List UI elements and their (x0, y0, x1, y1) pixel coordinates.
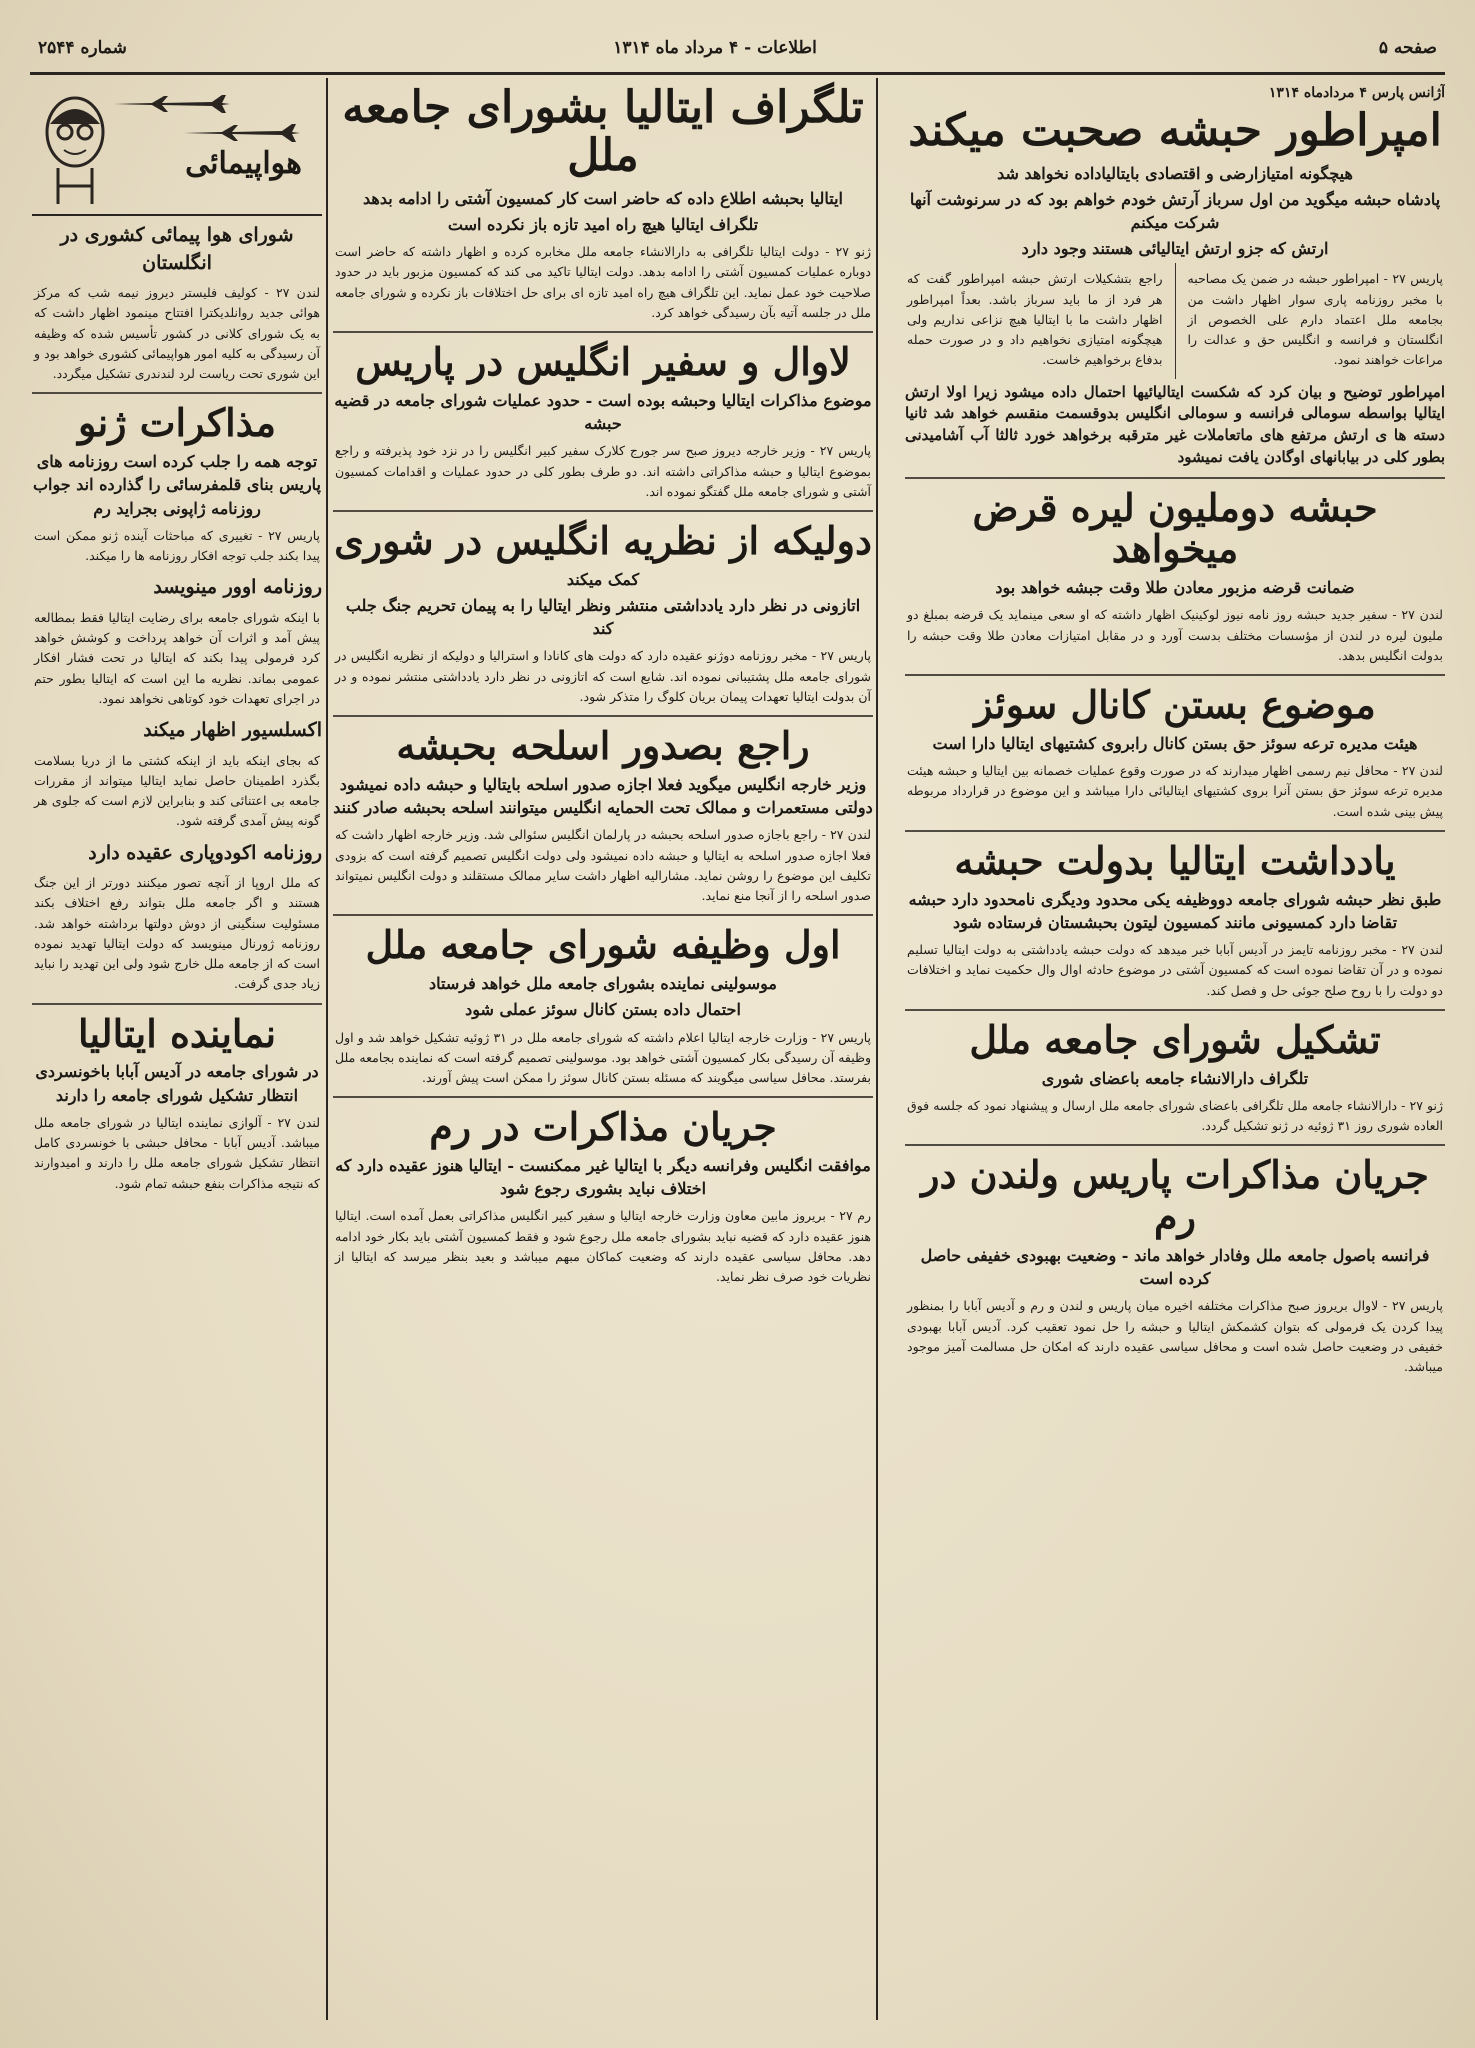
article-pull-quote: امپراطور توضیح و بیان کرد که شکست ایتالیائیها احتمال داده میشود زیرا اولا ارتش ایتالیا بواسطه سومالی فرانسه و سومالی انگلیس بدوقسمت منقسم خواهد شد ثانیا دسته ها ی ارتش مرتفع های ماتعاملات غیر مترقبه برخواهد خورد ثالثا آب آشامیدنی بطور کلی در بیابانهای اوگادن یافت نمیشود (905, 382, 1445, 466)
article-body: که بجای اینکه باید از اینکه کشتی ما از دریا بسلامت بگذرد اطمینان حاصل نماید ایتالیا میتواند از مقررات جامعه بی اعتنائی کند و بنابراین لازم است که جلوی هر گونه پیش آمدی گرفته شود. (34, 752, 320, 829)
article-body: لندن ۲۷ - مخبر روزنامه تایمز در آدیس آبابا خبر میدهد که دولت حبشه یادداشتی به دولت ایتالیا تسلیم نموده و در آن تقاضا نموده است که کمسیون آشتی در موضوع حادثه اوال وال حکمیت نماید و اختلافات دو دولت را با روح صلح جوئی حل و فصل کند. (907, 942, 1444, 998)
article-body: پاریس ۲۷ - وزارت خارجه ایتالیا اعلام داشته که شورای جامعه ملل در ۳۱ ژوئیه تشکیل خواهد شد و اول وظیفه آن رسیدگی بکار کمسیون آشتی خواهد بود. موسولینی تصمیم گرفته است که نماینده بجامعه ملل بفرستد. محافل سیاسی میگویند که مسئله بستن کانال سوئز را ممکن است پیش آورند. (335, 1029, 871, 1086)
article-body: که ملل اروپا از آنچه تصور میکنند دورتر از این جنگ هستند و اگر جامعه ملل بتواند رفع اختلاف بکند مسئولیت سنگینی از دوش دولتها برداشته خواهد شد. روزنامه ژورنال مینویسد که دولت ایتالیا تهدید نموده است که از جامعه ملل خارج شود ولی این تهدید را نباید زیاد جدی گرفت. (34, 875, 320, 992)
article-body: ژنو ۲۷ - دارالانشاء جامعه ملل تلگرافی باعضای شورای جامعه ملل ارسال و پیشنهاد نمود که جلسه فوق العاده شوری روز ۳۱ ژوئیه در ژنو تشکیل گردد. (907, 1097, 1443, 1134)
subheadline: فرانسه باصول جامعه ملل وفادار خواهد ماند - وضعیت بهبودی خفیفی حاصل کرده است (920, 1245, 1430, 1289)
headline: یادداشت ایتالیا بدولت حبشه (954, 837, 1396, 883)
column-left (32, 80, 322, 2018)
column-right (905, 80, 1445, 2018)
divider (905, 1009, 1445, 1011)
article-arms (333, 725, 873, 906)
article-body: پاریس ۲۷ - تغییری که مباحثات آینده ژنو ممکن است پیدا بکند جلب توجه افکار روزنامه ها را میکند. (34, 527, 320, 563)
column-divider (326, 78, 328, 2020)
article-council (905, 1016, 1445, 1136)
subheadline: هیئت مدیره ترعه سوئز حق بستن کانال رابروی کشتیهای ایتالیا دارا است (932, 734, 1418, 754)
article-body: لندن ۲۷ - آلوازی نماینده ایتالیا در شورای جامعه ملل میباشد. آدیس آبابا - محافل حبشی با خونسردی کامل انتظار تشکیل شورای جامعه ملل را دارند و امیدوارند که نتیجه مذاکرات بنفع حبشه تمام شود. (34, 1114, 320, 1191)
press-lead: روزنامه اکودوپاری عقیده دارد (88, 841, 322, 864)
page-number: صفحه ۵ (1378, 38, 1437, 58)
subheadline: ضمانت قرضه مزبور معادن طلا وقت جبشه خواهد بود (995, 578, 1355, 598)
subheadline: تلگراف دارالانشاء جامعه باعضای شوری (1041, 1068, 1309, 1088)
article-first-duty (333, 924, 873, 1088)
aviation-section-banner (32, 84, 322, 216)
divider (333, 914, 873, 916)
divider (905, 1144, 1445, 1146)
article-negotiations (905, 1154, 1445, 1377)
agency-dateline: آژانس پارس ۴ مردادماه ۱۳۱۴ (1268, 85, 1445, 101)
headline: راجع بصدور اسلحه بحبشه (396, 723, 810, 769)
divider (333, 1096, 873, 1098)
divider (333, 331, 873, 333)
headline: موضوع بستن کانال سوئز (974, 682, 1376, 728)
headline: تشکیل شورای جامعه ملل (969, 1016, 1381, 1062)
subheadline: در شورای جامعه در آدیس آبابا باخونسردی انتظار تشکیل شورای جامعه را دارند (35, 1062, 319, 1105)
article-body: راجع بتشکیلات ارتش حبشه امپراطور گفت که هر فرد از ما باید سرباز باشد. بعداً امپراطور اظهار داشت ما با ایتالیا هیچ نزاعی نداریم ولی هیچگونه امتیازی نخواهیم داد و در صورت حمله بدفاع برخواهیم خاست. (907, 271, 1163, 368)
article-note (905, 837, 1445, 1001)
headline: نماینده ایتالیا (77, 1010, 277, 1056)
subheadline: ایتالیا بحبشه اطلاع داده که حاضر است کار کمسیون آشتی را ادامه بدهد (362, 188, 843, 208)
article-body: لندن ۲۷ - راجع باجازه صدور اسلحه بحبشه در پارلمان انگلیس سئوالی شد. وزیر خارجه اظهار داشت که فعلا اجازه صدور اسلحه به ایتالیا و حبشه داده نمیشود ولی دولت انگلیس تصمیم گرفته است که بزودی تکلیف این موضوع را روشن نماید. مشارالیه اظهار داشت سایر ممالک مستقلند و دولت انگلیس نمیتواند صدور اسلحه را از آنجا منع نماید. (335, 827, 871, 904)
article-body: ژنو ۲۷ - دولت ایتالیا تلگرافی به دارالانشاء جامعه ملل مخابره کرده و اظهار داشته که حاضر است دوباره عملیات کمسیون آشتی را ادامه بدهد. دولت ایتالیا تاکید می کند که کمسیون مزبور باید در حدود صلاحیت خود عمل نماید. این تلگراف هیچ راه امید تازه ای برای حل اختلافات باز نکرده و شورای جامعه ملل در جلسه آتیه بآن رسیدگی خواهد کرد. (335, 244, 871, 320)
subheadline: توجه همه را جلب کرده است روزنامه های پاریس بنای قلمفرسائی را گذارده اند جواب روزنامه ژاپونی بجراید رم (32, 452, 322, 518)
column-center (333, 80, 873, 2018)
divider (905, 830, 1445, 832)
article-emperor (905, 107, 1445, 468)
article-body: پاریس ۲۷ - لاوال بریروز صبح مذاکرات مختلفه اخیره میان پاریس و لندن و رم و آدیس آبابا را بمنظور پیدا کردن یک فرمولی که بتوان کشمکش ایتالیا و حبشه را حل نمود تعقیب کرد. آدیس آبابا بهبودی خفیفی در وضعیت حاصل شده است و محافل سیاسی عقیده دارند که امکان حل مسالمت آمیز موجود میباشد. (907, 1298, 1443, 1375)
subheadline: اتازونی در نظر دارد یادداشتی منتشر ونظر ایتالیا را به پیمان تحریم جنگ جلب کند (345, 596, 861, 639)
headline: امپراطور حبشه صحبت میکند (908, 105, 1442, 157)
divider (333, 510, 873, 512)
article-body: لندن ۲۷ - کولیف فلیستر دیروز نیمه شب که مرکز هوائی جدید روانلدیکترا افتتاح مینمود اظهار داشت که به یک شورای کلانی در کشور تأسیس شده که وظیفه آن رسیدگی به کلیه امور هواپیمائی کشوری خواهد بود و این شوری تحت ریاست لرد لندندری تشکیل میگردد. (34, 285, 321, 382)
subheadline: کمک میکند (566, 569, 640, 589)
article-body: پاریس ۲۷ - مخبر روزنامه دوژنو عقیده دارد که دولت های کانادا و استرالیا و دولیکه از نظریه انگلیس در شورای جامعه ملل پشتیبانی نموده اند. شایع است که اتازونی در نظر دارد یادداشتی منتشر نموده و در آن بدولت ایتالیا تعهدات پیمان بریان کلوگ را متذکر شود. (335, 648, 871, 704)
subheadline: تلگراف ایتالیا هیچ راه امید تازه باز نکرده است (447, 214, 759, 234)
press-lead: روزنامه اوور مینویسد (153, 576, 322, 599)
article-body: لندن ۲۷ - محافل نیم رسمی اظهار میدارند که در صورت وقوع عملیات خصمانه بین ایتالیا و حبشه هیئت مدیره ترعه سوئز حق بستن آنرا بروی کشتیهای ایتالیائی دارا میباشد و این موضوع در قرارداد مربوطه پیش بینی شده است. (907, 763, 1443, 819)
masthead-rule (30, 72, 1445, 75)
subheadline: طبق نظر حبشه شورای جامعه دووظیفه یکی محدود ودیگری نامحدود دارد حبشه تقاضا دارد کمسیونی مانند کمسیون لیتون بحبشستان فرستاده شود (908, 889, 1442, 932)
divider (905, 477, 1445, 479)
subheadline: موضوع مذاکرات ایتالیا وحبشه بوده است - حدود عملیات شورای جامعه در قضیه حبشه (334, 390, 872, 434)
headline: جریان مذاکرات پاریس ولندن در رم (921, 1152, 1429, 1240)
subheadline: موسولینی نماینده بشورای جامعه ملل خواهد فرستاد (429, 974, 777, 994)
headline: مذاکرات ژنو (77, 400, 277, 446)
subheadline: وزیر خارجه انگلیس میگوید فعلا اجازه صدور اسلحه بایتالیا و حبشه داده نمیشود دولتی مستعمرات و ممالک تحت الحمایه انگلیس میتوانند اسلحه بحبشه صادر کنند (333, 774, 873, 818)
article-body: پاریس ۲۷ - امپراطور حبشه در ضمن یک مصاحبه با مخبر روزنامه پاری سوار اظهار داشت من بجامعه ملل اعتماد دارم علی الخصوص از انگلستان و فرانسه و انگلیس حق و عدالت را مراعات خواهند نمود. (1187, 271, 1443, 368)
section-title: هواپیمائی (185, 146, 302, 181)
article-body: با اینکه شورای جامعه برای رضایت ایتالیا فقط بمطالعه پیش آمد و اثرات آن خواهد پرداخت و کوشش خواهد کرد فرمولی پیدا بکند که ایتالیا در تحت فشار افکار عمومی بماند. نظریه ما این است که ایتالیا بطور حتم در اجرای تعهدات خود کوتاهی نخواهد نمود. (34, 609, 320, 706)
headline: جریان مذاکرات در رم (429, 1104, 777, 1150)
subheadline: احتمال داده بستن کانال سوئز عملی شود (465, 1000, 741, 1020)
article-aviation-council (32, 222, 322, 384)
article-italy-representative (32, 1010, 322, 1194)
headline: دولیکه از نظریه انگلیس در شوری (334, 518, 872, 564)
article-body: رم ۲۷ - بریروز مابین معاون وزارت خارجه ایتالیا و سفیر کبیر انگلیس مذاکراتی بعمل آمده است. ایتالیا هنوز عقیده دارد که قضیه نباید بشورای جامعه ملل رجوع شود و فقط کمسیون آشتی باید بکار خود ادامه دهد. محافل سیاسی عقیده دارند که وضعیت کماکان مبهم میباشد و بعید بنظر میرسد که ایتالیا از نظریات خود صرف نظر نماید. (335, 1208, 871, 1285)
headline: شورای هوا پیمائی کشوری در انگلستان (60, 224, 294, 274)
article-body: لندن ۲۷ - سفیر جدید حبشه روز نامه نیوز لوکینیک اظهار داشته که او سعی مینماید یک قرضه بمبلغ دو ملیون لیره در لندن از مؤسسات مختلف بدست آورد و در مقابل امتیازات معادن طلا وقت حبشه را بدولت انگلیس بدهد. (907, 607, 1443, 663)
paper-name-date: اطلاعات - ۴ مرداد ماه ۱۳۱۴ (613, 38, 817, 58)
article-dominions (333, 520, 873, 707)
headline: تلگراف ایتالیا بشورای جامعه ملل (342, 82, 864, 182)
divider (32, 392, 322, 394)
airplane-icon (112, 92, 232, 116)
divider (905, 674, 1445, 676)
subheadline: ارتش که جزو ارتش ایتالیائی هستند وجود دارد (1021, 239, 1329, 259)
subheadline: هیچگونه امتیازارضی و اقتصادی بایتالیاداده نخواهد شد (997, 163, 1353, 183)
press-lead: اکسلسیور اظهار میکند (143, 719, 322, 741)
divider (333, 715, 873, 717)
article-laval (333, 341, 873, 502)
article-telegram (333, 84, 873, 323)
divider (32, 1003, 322, 1005)
issue-number: شماره ۲۵۴۴ (38, 38, 127, 58)
article-body: پاریس ۲۷ - وزیر خارجه دیروز صبح سر جورج کلارک سفیر کبیر انگلیس را در نزد خود پذیرفته و راجع بموضوع ایتالیا و حبشه مذاکراتی داشته اند. دو طرف بطور کلی در حدود عملیات و اقدامات کمسیون آشتی و شورای جامعه ملل گفتگو نموده اند. (335, 443, 871, 499)
article-loan (905, 484, 1445, 667)
headline: حبشه دوملیون لیره قرض میخواهد (972, 484, 1378, 572)
subheadline: موافقت انگلیس وفرانسه دیگر با ایتالیا غیر ممکنست - ایتالیا هنوز عقیده دارد که اختلاف نباید بشوری رجوع شود (335, 1156, 871, 1199)
headline: اول وظیفه شورای جامعه ملل (365, 922, 841, 968)
article-suez (905, 684, 1445, 822)
airplane-icon (182, 122, 302, 144)
column-divider (876, 78, 878, 2020)
article-rome (333, 1106, 873, 1287)
pilot-portrait-icon (38, 88, 112, 208)
article-geneva-talks (32, 402, 322, 994)
headline: لاوال و سفیر انگلیس در پاریس (355, 339, 851, 385)
subheadline: پادشاه حبشه میگوید من اول سرباز آرتش خودم خواهم بود که در سرنوشت آنها شرکت میکنم (909, 189, 1441, 233)
